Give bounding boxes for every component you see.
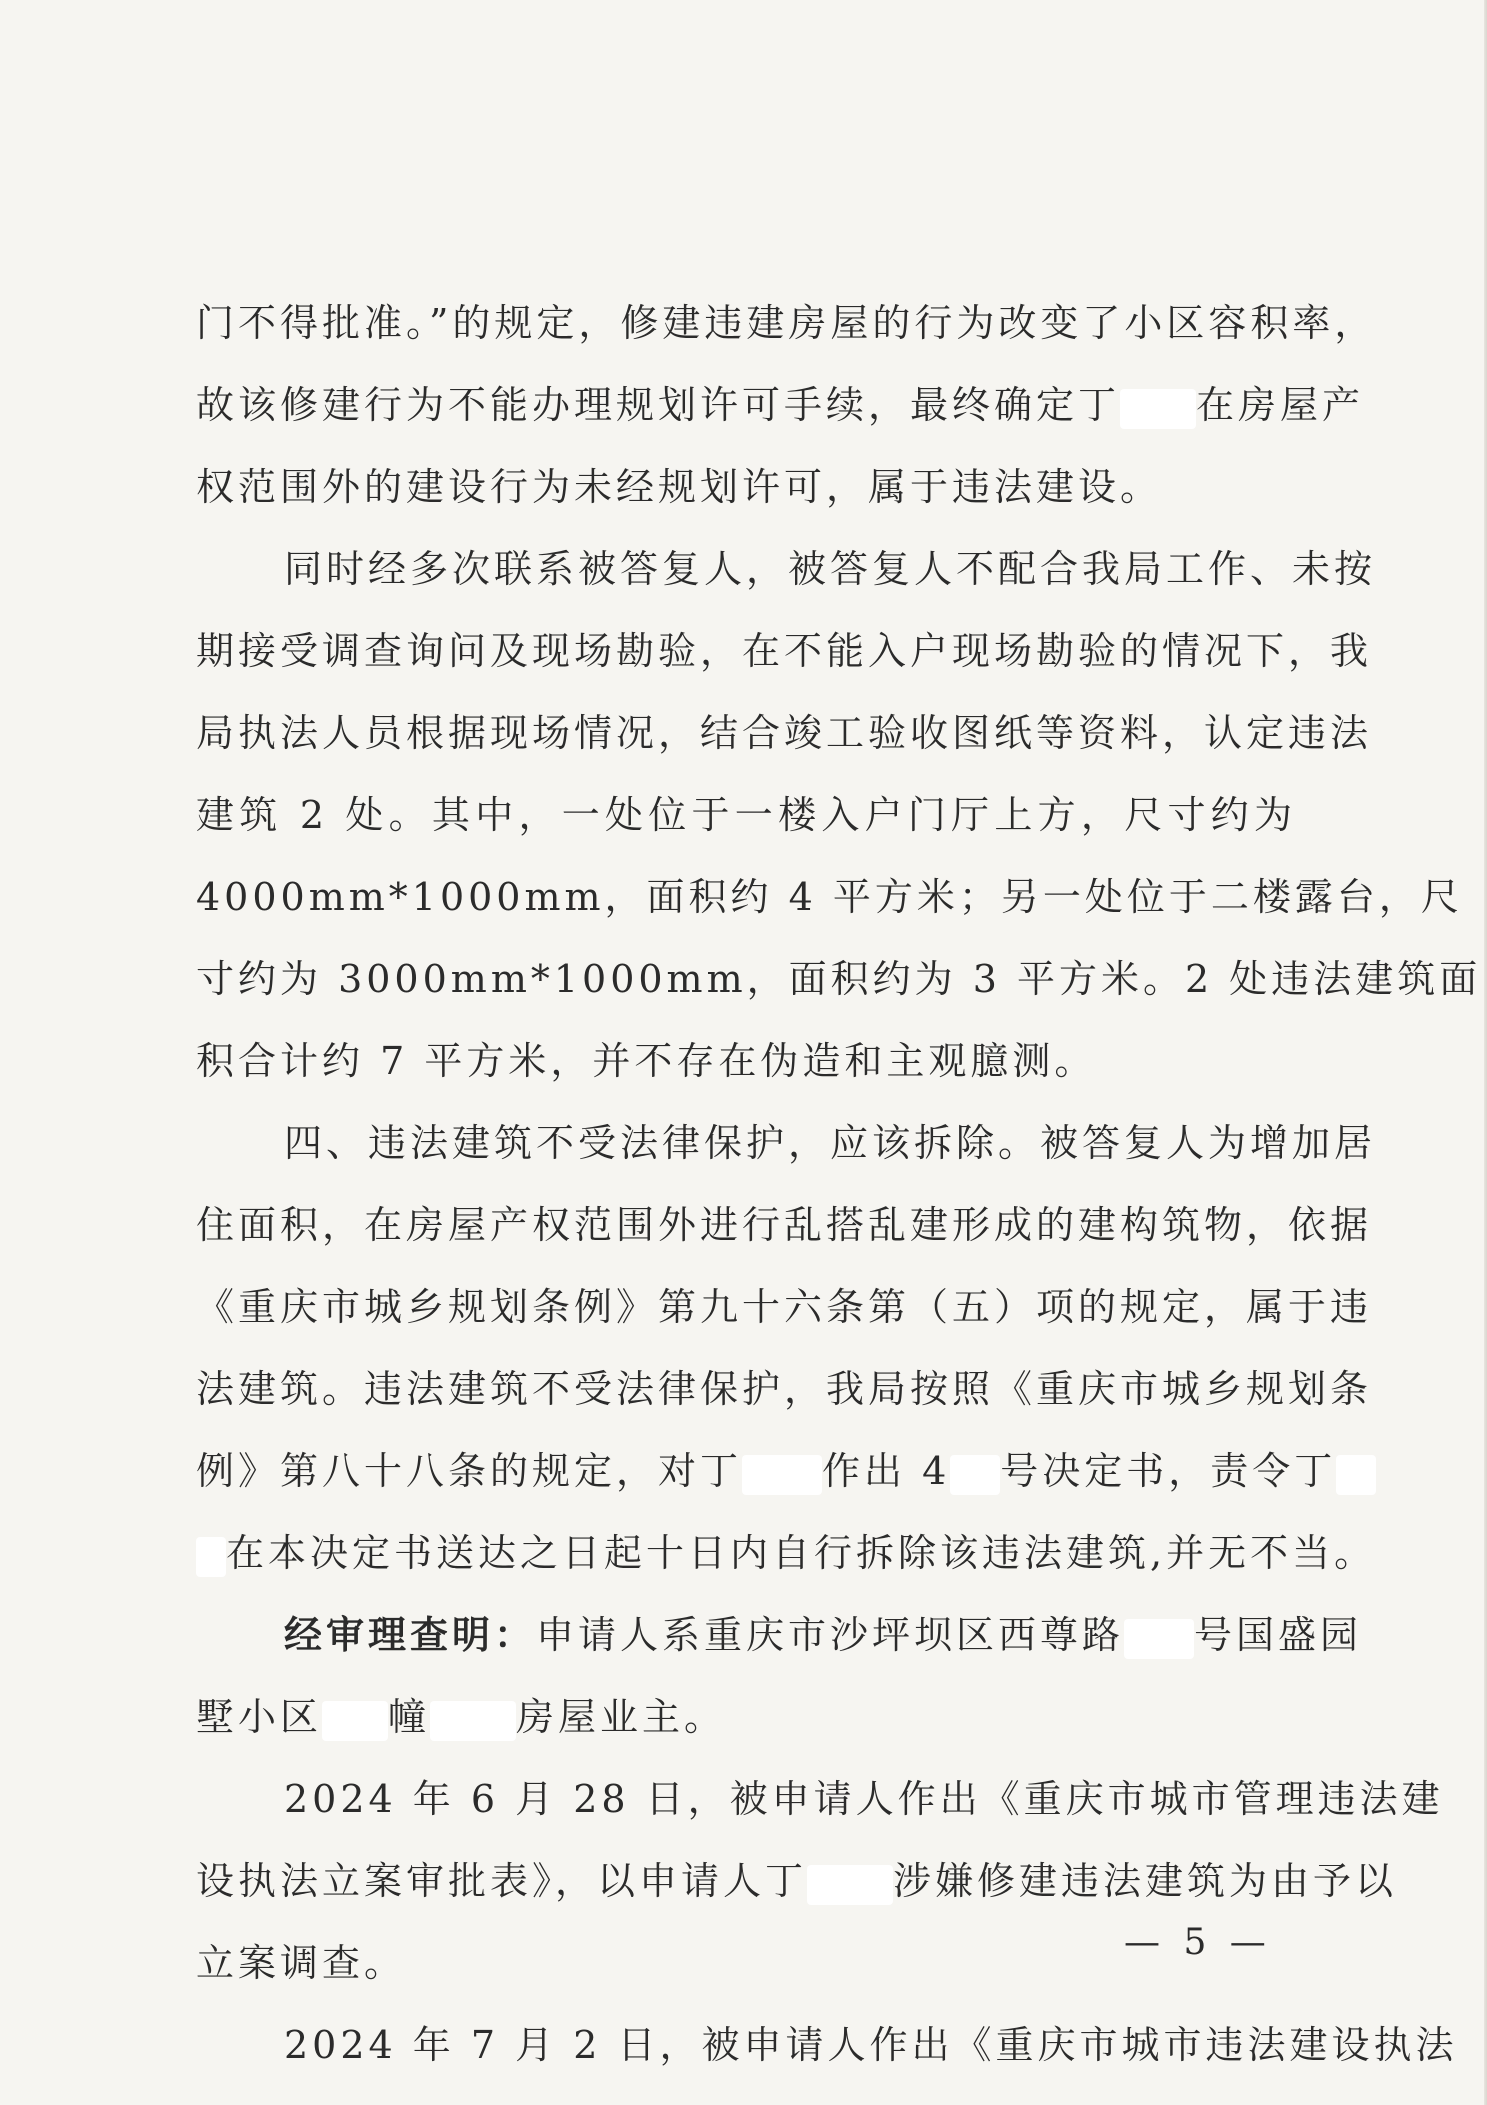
text-segment: 设执法立案审批表》，以申请人丁	[196, 1859, 808, 1903]
text-line: 期接受调查询问及现场勘验，在不能入户现场勘验的情况下，我	[196, 629, 1373, 673]
text-segment: 号国盛园	[1194, 1613, 1363, 1657]
text-line	[196, 1676, 1296, 1758]
redaction-mask	[196, 1537, 226, 1577]
text-segment: 在房屋产	[1196, 383, 1365, 427]
text-segment: 故该修建行为不能办理规划许可手续，最终确定丁	[196, 383, 1121, 427]
text-line: 立案调查。	[196, 1941, 407, 1985]
redaction-mask	[807, 1865, 893, 1905]
text-segment: 幢	[388, 1695, 431, 1739]
text-line: 建筑 2 处。其中，一处位于一楼入户门厅上方，尺寸约为	[196, 793, 1296, 837]
redaction-mask	[1336, 1455, 1376, 1495]
text-line	[196, 364, 1365, 446]
text-line: 2024 年 7 月 2 日，被申请人作出《重庆市城市违法建设执法	[284, 2023, 1458, 2067]
text-line: 同时经多次联系被答复人，被答复人不配合我局工作、未按	[284, 547, 1377, 591]
redaction-mask	[950, 1455, 1000, 1495]
redaction-mask	[1120, 389, 1196, 429]
text-segment: 作出 4	[822, 1449, 951, 1493]
text-segment: 申请人系重庆市沙坪坝区西尊路	[536, 1613, 1125, 1657]
text-line: 《重庆市城乡规划条例》第九十六条第（五）项的规定，属于违	[196, 1285, 1373, 1329]
text-line	[196, 1512, 1377, 1594]
redaction-mask	[742, 1455, 822, 1495]
redaction-mask	[322, 1701, 388, 1741]
text-line: 2024 年 6 月 28 日，被申请人作出《重庆市城市管理违法建	[284, 1777, 1444, 1821]
page-number: — 5 —	[1124, 1922, 1272, 1963]
text-segment: 涉嫌修建违法建筑为由予以	[893, 1859, 1398, 1903]
text-line: 住面积，在房屋产权范围外进行乱搭乱建形成的建构筑物，依据	[196, 1203, 1373, 1247]
text-line: 4000mm*1000mm，面积约 4 平方米；另一处位于二楼露台，尺	[196, 875, 1463, 919]
text-line: 权范围外的建设行为未经规划许可，属于违法建设。	[196, 465, 1163, 509]
text-line: 门不得批准。”的规定，修建违建房屋的行为改变了小区容积率，	[196, 301, 1377, 345]
text-segment: 在本决定书送达之日起十日内自行拆除该违法建筑,并无不当。	[226, 1531, 1377, 1575]
text-line: 积合计约 7 平方米，并不存在伪造和主观臆测。	[196, 1039, 1097, 1083]
text-line: 四、违法建筑不受法律保护，应该拆除。被答复人为增加居	[284, 1121, 1377, 1165]
redaction-mask	[1124, 1619, 1194, 1659]
redaction-mask	[430, 1701, 516, 1741]
text-line: 法建筑。违法建筑不受法律保护，我局按照《重庆市城乡规划条	[196, 1367, 1373, 1411]
text-line	[196, 1430, 1337, 1512]
text-segment: 号决定书，责令丁	[1000, 1449, 1337, 1493]
text-segment: 例》第八十八条的规定，对丁	[196, 1449, 743, 1493]
text-segment: 房屋业主。	[516, 1695, 727, 1739]
text-line: 寸约为 3000mm*1000mm，面积约为 3 平方米。2 处违法建筑面	[196, 957, 1482, 1001]
text-segment: 墅小区	[196, 1695, 323, 1739]
text-line	[196, 1840, 1398, 1922]
section-label: 经审理查明：	[284, 1612, 537, 1657]
text-line	[196, 1594, 1363, 1676]
text-line: 局执法人员根据现场情况，结合竣工验收图纸等资料，认定违法	[196, 711, 1373, 755]
document-body	[196, 282, 1482, 2086]
